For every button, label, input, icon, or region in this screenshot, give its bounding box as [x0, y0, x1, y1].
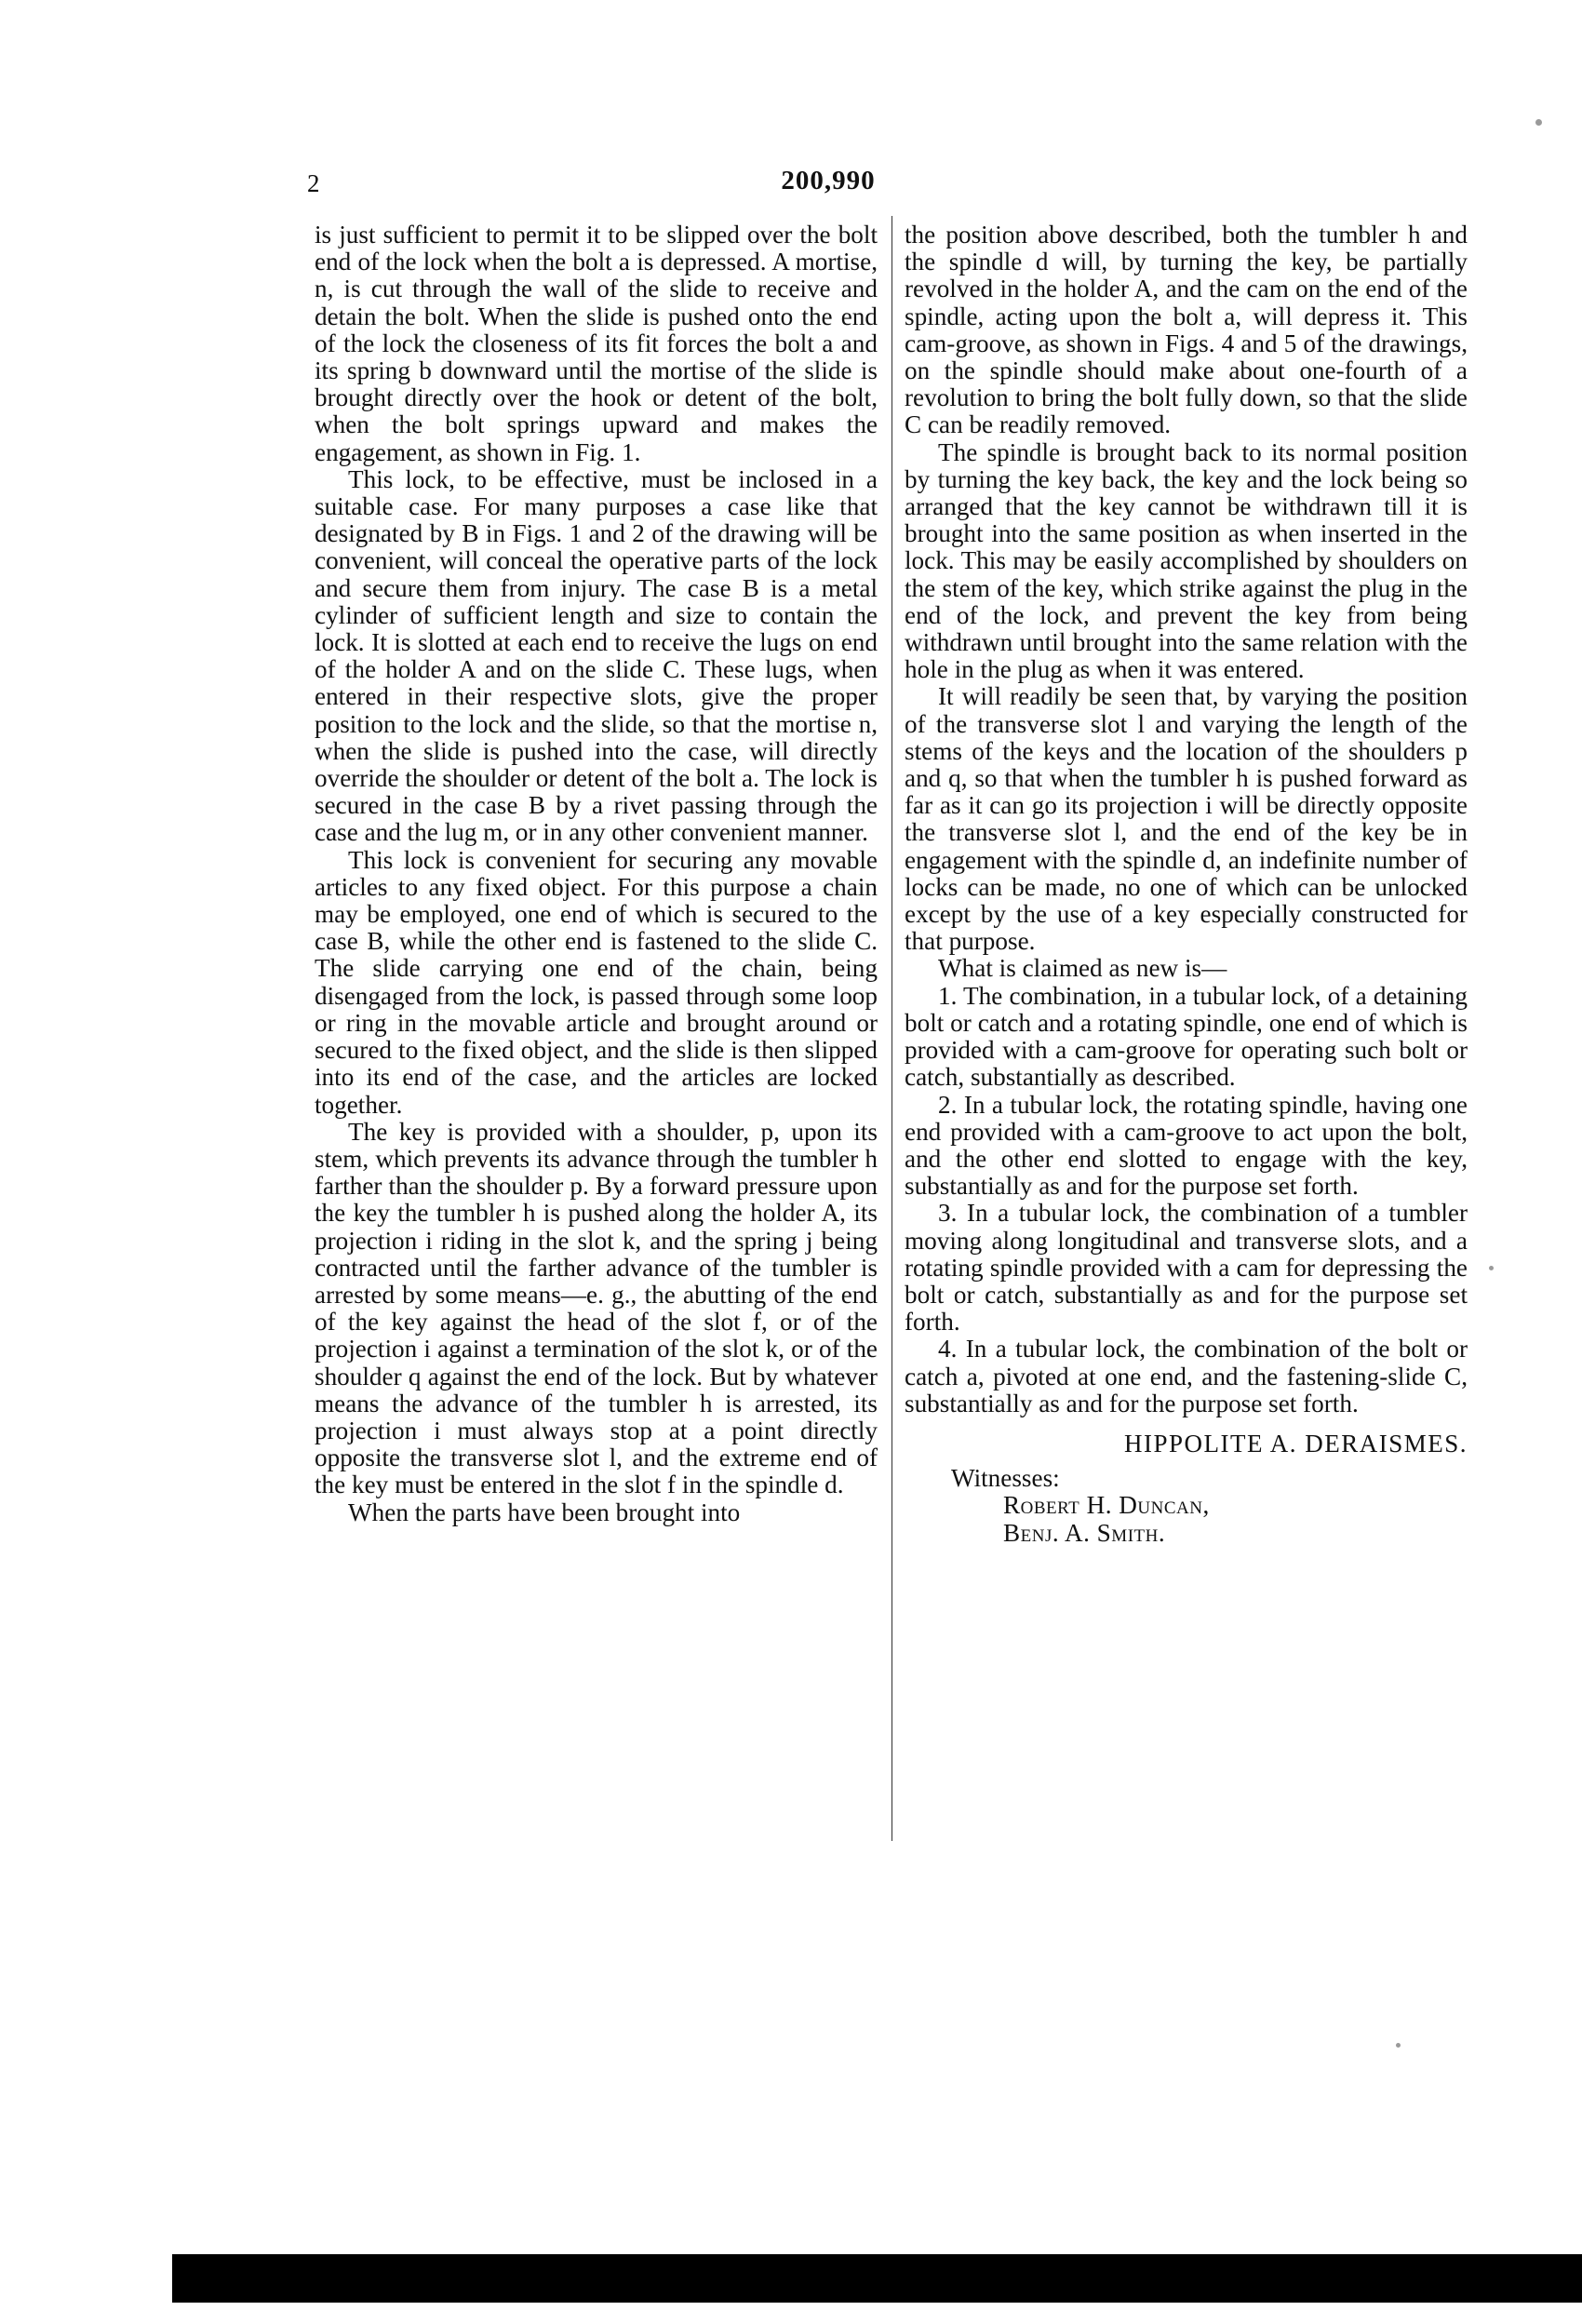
- scan-border-bar: [172, 2254, 1582, 2303]
- inventor-signature: HIPPOLITE A. DERAISMES.: [1123, 1429, 1468, 1458]
- claim-1: 1. The combination, in a tubular lock, of a detaining bolt or catch and a rotating spindle, one end of which is provided with a cam-groove for operating such bolt or catch, substantially as described.: [905, 981, 1468, 1092]
- claim-2: 2. In a tubular lock, the rotating spindle, having one end provided with a cam-groove to act upon the bolt, and the other end slotted to engage with the key, substantially as and for the purpose set forth.: [905, 1090, 1468, 1201]
- left-column: [315, 222, 878, 1526]
- scan-speck: [1535, 119, 1542, 126]
- left-paragraph: This lock, to be effective, must be inclosed in a suitable case. For many purposes a case like that designated by B in Figs. 1 and 2 of the drawing will be convenient, will conceal the operative parts of the lock and secure them from injury. The case B is a metal cylinder of sufficient length and size to contain the lock. It is slotted at each end to receive the lugs on end of the holder A and on the slide C. These lugs, when entered in their respective slots, give the proper position to the lock and the slide, so that the mortise n, when the slide is pushed into the case, will directly override the shoulder or detent of the bolt a. The lock is secured in the case B by a rivet passing through the case and the lug m, or in any other convenient manner.: [315, 464, 878, 847]
- claim-4: 4. In a tubular lock, the combination of the bolt or catch a, pivoted at one end, and the fastening-slide C, substantially as and for the purpose set forth.: [905, 1335, 1468, 1417]
- right-paragraph: It will readily be seen that, by varying the position of the transverse slot l and varying the length of the stems of the keys and the location of the shoulders p and q, so that when the tumbler h is pushed forward as far as it can go its projection i will be directly opposite the transverse slot l, and the end of the key be in engagement with the spindle d, an indefinite number of locks can be made, no one of which can be unlocked except by the use of a key especially constructed for that purpose.: [905, 682, 1468, 956]
- claims-intro: What is claimed as new is—: [938, 954, 1227, 983]
- scan-speck: [1396, 2043, 1401, 2048]
- patent-number: 200,990: [781, 166, 876, 195]
- page-number: 2: [307, 169, 320, 197]
- scan-speck: [1489, 1266, 1494, 1270]
- right-column: [905, 222, 1468, 1547]
- left-paragraph: The key is provided with a shoulder, p, upon its stem, which prevents its advance through the tumbler h farther than the shoulder p. By a forward pressure upon the key the tumbler h is pushed along the holder A, its projection i riding in the slot k, and the spring j being contracted until the farther advance of the tumbler is arrested by some means—e. g., the abutting of the end of the key against the head of the slot f, or of the projection i against a termination of the slot k, or of the shoulder q against the end of the lock. But by whatever means the advance of the tumbler h is arrested, its projection i must always stop at a point directly opposite the transverse slot l, and the extreme end of the key must be entered in the slot f in the spindle d.: [315, 1117, 878, 1499]
- claim-3: 3. In a tubular lock, the combination of a tumbler moving along longitudinal and transverse slots, and a rotating spindle provided with a cam for depressing the bolt or catch, substantially as and for the purpose set forth.: [905, 1199, 1468, 1337]
- witness-name: Benj. A. Smith.: [1003, 1518, 1166, 1547]
- witness-name: Robert H. Duncan,: [1003, 1491, 1210, 1520]
- witnesses-block: [905, 1465, 1468, 1547]
- left-paragraph: is just sufficient to permit it to be slipped over the bolt end of the lock when the bolt a is depressed. A mortise, n, is cut through the wall of the slide to receive and detain the bolt. When the slide is pushed onto the end of the lock the closeness of its fit forces the bolt a and its spring b downward until the mortise of the slide is brought directly over the hook or detent of the bolt, when the bolt springs upward and makes the engagement, as shown in Fig. 1.: [315, 221, 878, 466]
- right-paragraph: the position above described, both the tumbler h and the spindle d will, by turning the key, be partially revolved in the holder A, and the cam on the end of the spindle, acting upon the bolt a, will depress it. This cam-groove, as shown in Figs. 4 and 5 of the drawings, on the spindle should make about one-fourth of a revolution to bring the bolt fully down, so that the slide C can be readily removed.: [905, 221, 1468, 439]
- right-paragraph: The spindle is brought back to its normal position by turning the key back, the key and the lock being so arranged that the key cannot be withdrawn till it is brought into the same position as when inserted in the lock. This may be easily accomplished by shoulders on the stem of the key, which strike against the plug in the end of the lock, and prevent the key from being withdrawn until brought into the same relation with the hole in the plug as when it was entered.: [905, 437, 1468, 684]
- left-paragraph: When the parts have been brought into: [348, 1498, 741, 1526]
- witnesses-label: Witnesses:: [951, 1464, 1060, 1493]
- left-paragraph: This lock is convenient for securing any movable articles to any fixed object. For this purpose a chain may be employed, one end of which is secured to the case B, while the other end is fastened to the slide C. The slide carrying one end of the chain, being disengaged from the lock, is passed through some loop or ring in the movable article and brought around or secured to the fixed object, and the slide is then slipped into its end of the case, and the articles are locked together.: [315, 845, 878, 1119]
